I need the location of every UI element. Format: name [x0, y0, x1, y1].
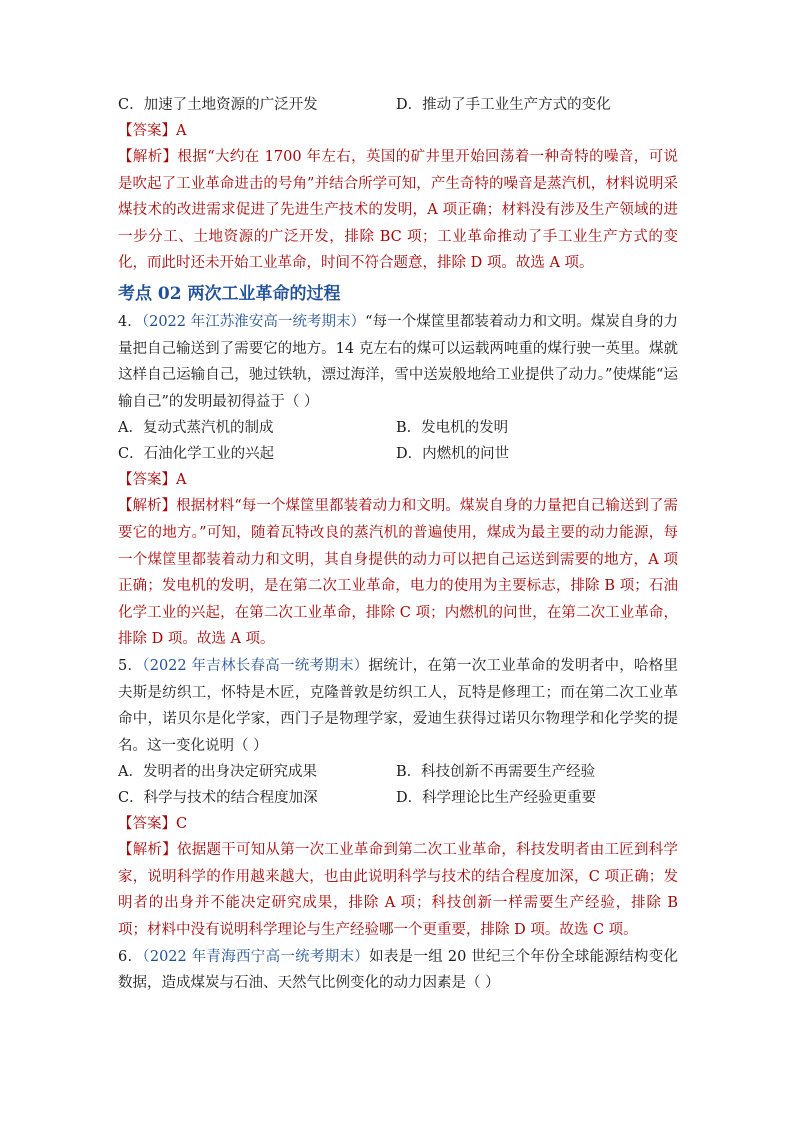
- q3-options-row: [118, 92, 678, 118]
- q4-source: （2022 年江苏淮安高一统考期末）: [141, 313, 366, 330]
- q5-number: 5．: [118, 657, 143, 674]
- q3-option-c: C．加速了土地资源的广泛开发: [118, 97, 318, 113]
- q5-option-a: A．发明者的出身决定研究成果: [118, 764, 317, 781]
- q5-stem-text: 据统计，在第一次工业革命的发明者中，哈格里夫斯是纺织工，怀特是木匠，克隆普敦是纺织工人，瓦特是修理工；而在第二次工业革命中，诺贝尔是化学家，西门子是物理学家，爱迪生获得过诺贝尔物理学和化学奖的提名。这一变化说明（ ）: [118, 657, 678, 754]
- q4-option-c: C．石油化学工业的兴起: [118, 446, 275, 463]
- q5-options-row-1: [118, 759, 678, 785]
- q4-options-row-1: [118, 415, 678, 441]
- q4-stem: [118, 309, 678, 415]
- q4-analysis: 【解析】根据材料“每一个煤筐里都装着动力和文明。煤炭自身的力量把自己输送到了需要它的地方。”可知，随着瓦特改良的蒸汽机的普遍使用，煤成为最主要的动力能源，每一个煤筐里都装着动力和文明，其自身提供的动力可以把自己运送到需要的地方，A 项正确；发电机的发明，是在第二次工业革命，电力的使用为主要标志，排除 B 项；石油化学工业的兴起，在第二次工业革命，排除 C 项；内燃机的问世，在第二次工业革命，排除 D 项。故选 A 项。: [118, 498, 678, 648]
- q5-stem: [118, 653, 678, 759]
- q5-options-row-2: [118, 785, 678, 811]
- q6-number: 6．: [118, 948, 143, 965]
- q5-option-b: B．科技创新不再需要生产经验: [396, 764, 596, 781]
- section-heading: 考点 02 两次工业革命的过程: [118, 283, 341, 304]
- q4-stem-text: “每一个煤筐里都装着动力和文明。煤炭自身的力量把自己输送到了需要它的地方。14 克左右的煤可以运载两吨重的煤行驶一英里。煤就这样自己运输自己，驰过铁轨，漂过海洋，雪中送炭般地给工业提供了动力。”使煤能“运输自己”的发明最初得益于（ ）: [118, 313, 678, 410]
- q6-stem: [118, 944, 678, 997]
- q3-analysis: 【解析】根据“大约在 1700 年左右，英国的矿井里开始回荡着一种奇特的噪音，可说是吹起了工业革命进击的号角”并结合所学可知，产生奇特的噪音是蒸汽机，材料说明采煤技术的改进需求促进了先进生产技术的发明，A 项正确；材料没有涉及生产领域的进一步分工、土地资源的广泛开发，排除 BC 项；工业革命推动了手工业生产方式的变化，而此时还未开始工业革命，时间不符合题意，排除 D 项。故选 A 项。: [118, 149, 678, 272]
- q4-option-a: A．复动式蒸汽机的制成: [118, 420, 274, 437]
- q5-answer: 【答案】C: [118, 816, 188, 833]
- q4-answer: 【答案】A: [118, 472, 187, 489]
- q4-options-row-2: [118, 441, 678, 467]
- q6-source: （2022 年青海西宁高一统考期末）: [142, 948, 370, 965]
- q5-analysis: 【解析】依据题干可知从第一次工业革命到第二次工业革命，科技发明者由工匠到科学家，说明科学的作用越来越大，也由此说明科学与技术的结合程度加深，C 项正确；发明者的出身并不能决定研究成果，排除 A 项；科技创新一样需要生产经验，排除 B 项；材料中没有说明科学理论与生产经验哪一个更重要，排除 D 项。故选 C 项。: [118, 842, 678, 939]
- q5-option-c: C．科学与技术的结合程度加深: [118, 790, 318, 807]
- page-content: [118, 92, 678, 997]
- q3-answer: 【答案】A: [118, 123, 187, 139]
- q4-option-b: B．发电机的发明: [396, 420, 509, 437]
- q6-stem-text: 如表是一组 20 世纪三个年份全球能源结构变化数据，造成煤炭与石油、天然气比例变化的动力因素是（ ）: [118, 948, 678, 992]
- q5-source: （2022 年吉林长春高一统考期末）: [142, 657, 369, 674]
- q3-option-d: D．推动了手工业生产方式的变化: [396, 97, 611, 113]
- q4-option-d: D．内燃机的问世: [396, 446, 510, 463]
- q5-option-d: D．科学理论比生产经验更重要: [396, 790, 597, 807]
- q4-number: 4．: [118, 313, 142, 330]
